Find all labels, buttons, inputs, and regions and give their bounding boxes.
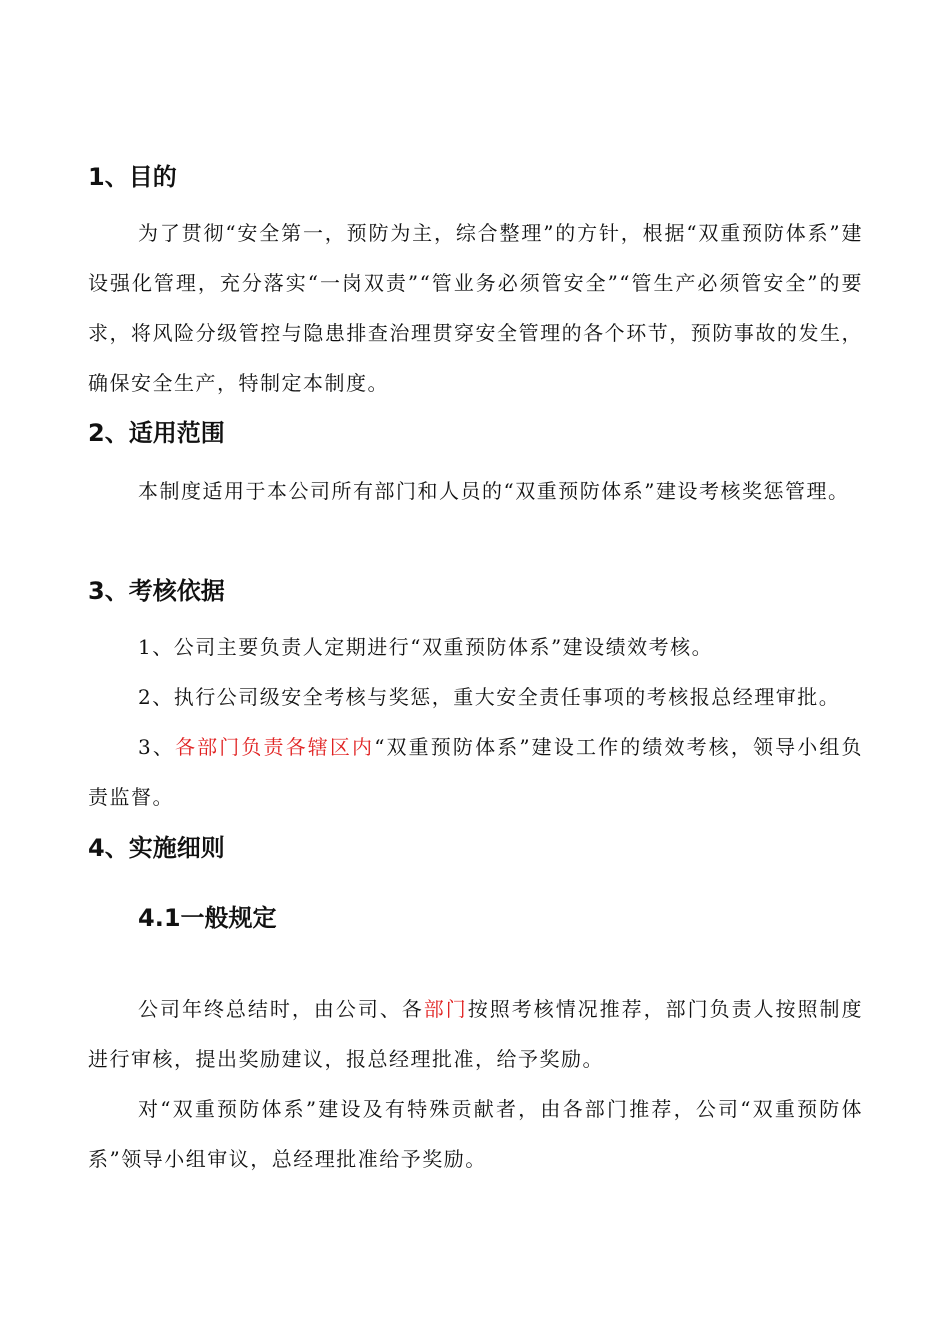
section-2-heading: 2、适用范围 bbox=[88, 419, 225, 447]
item-3-prefix: 3、 bbox=[138, 735, 175, 759]
para-highlight: 部门 bbox=[423, 997, 468, 1021]
section-4-1-heading: 4.1一般规定 bbox=[138, 904, 277, 932]
section-4-heading: 4、实施细则 bbox=[88, 834, 225, 862]
section-3-item-2: 2、执行公司级安全考核与奖惩，重大安全责任事项的考核报总经理审批。 bbox=[138, 685, 841, 709]
item-3-highlight: 各部门负责各辖区内 bbox=[175, 735, 375, 759]
section-3-heading: 3、考核依据 bbox=[88, 577, 225, 605]
item-3-rest: “双重预防体系”建设工作的绩效考核，领导小组负责监督。 bbox=[88, 735, 864, 809]
para-part-b: 按照考核情况推荐，部门负责人按照制度进行审核，提出奖励建议，报总经理批准，给予奖励。 bbox=[88, 997, 863, 1071]
section-4-1-paragraph-1 bbox=[88, 984, 863, 1084]
section-3-item-1: 1、公司主要负责人定期进行“双重预防体系”建设绩效考核。 bbox=[138, 635, 714, 659]
para-part-a: 公司年终总结时，由公司、各 bbox=[138, 997, 424, 1021]
section-1-paragraph: 为了贯彻“安全第一，预防为主，综合整理”的方针，根据“双重预防体系”建设强化管理，充分落实“一岗双责”“管业务必须管安全”“管生产必须管安全”的要求，将风险分级管控与隐患排查治理贯穿安全管理的各个环节，预防事故的发生，确保安全生产，特制定本制度。 bbox=[88, 221, 863, 395]
section-4-1-paragraph-2: 对“双重预防体系”建设及有特殊贡献者，由各部门推荐，公司“双重预防体系”领导小组审议，总经理批准给予奖励。 bbox=[88, 1097, 863, 1171]
section-3-item-3 bbox=[88, 722, 863, 822]
section-1-heading: 1、目的 bbox=[88, 163, 177, 191]
section-2-paragraph: 本制度适用于本公司所有部门和人员的“双重预防体系”建设考核奖惩管理。 bbox=[138, 479, 850, 503]
